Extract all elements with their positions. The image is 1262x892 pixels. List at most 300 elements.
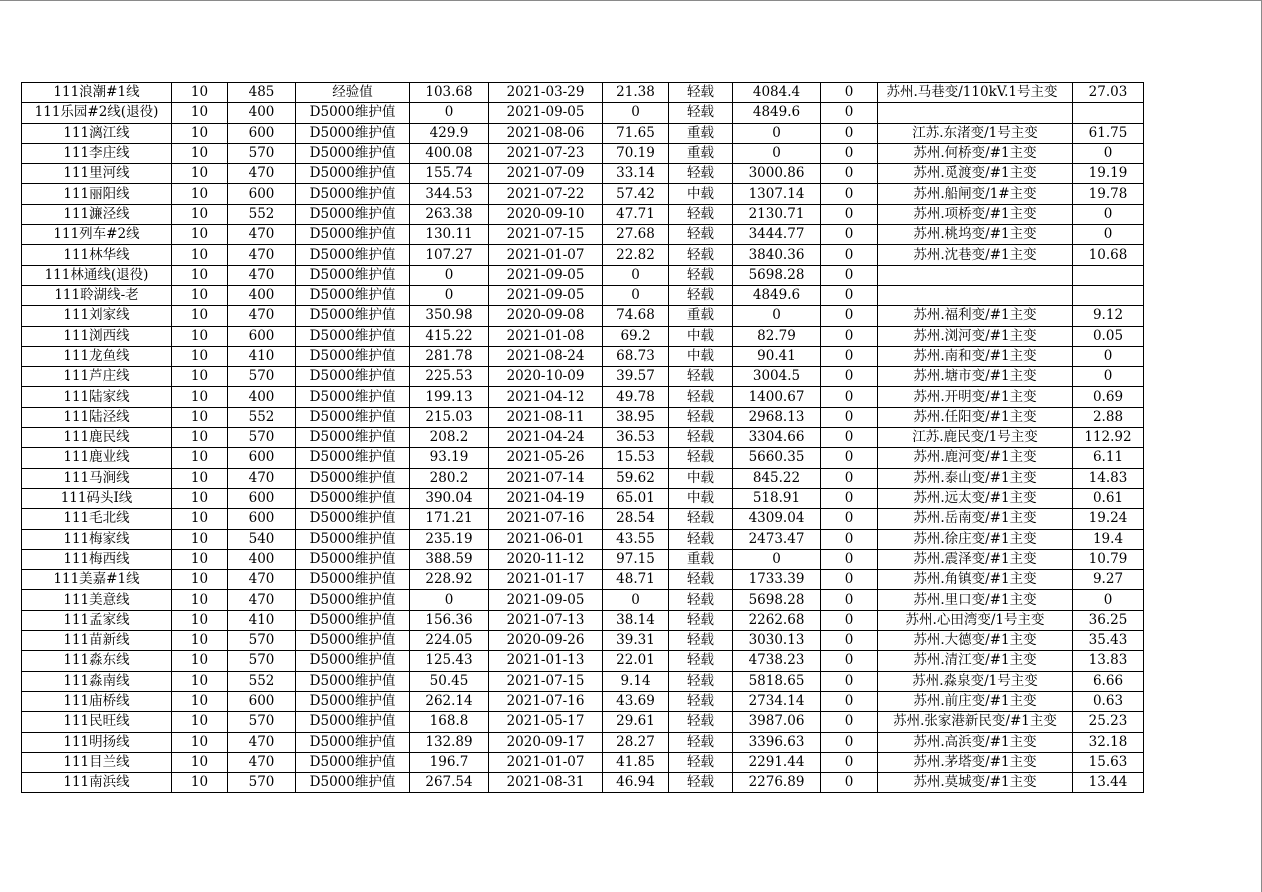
cell-zero-count[interactable]: 0 — [821, 225, 878, 245]
cell-value-source[interactable]: D5000维护值 — [296, 306, 410, 326]
cell-load-rate[interactable]: 36.53 — [603, 428, 669, 448]
cell-rated-current[interactable]: 410 — [228, 610, 296, 630]
cell-voltage[interactable]: 10 — [172, 712, 228, 732]
cell-rated-current[interactable]: 600 — [228, 123, 296, 143]
cell-margin[interactable]: 0 — [733, 123, 821, 143]
cell-date[interactable]: 2021-07-23 — [489, 143, 603, 163]
cell-date[interactable]: 2021-07-09 — [489, 164, 603, 184]
cell-date[interactable]: 2021-08-24 — [489, 346, 603, 366]
cell-voltage[interactable]: 10 — [172, 448, 228, 468]
cell-load-level[interactable]: 轻载 — [669, 712, 733, 732]
cell-voltage[interactable]: 10 — [172, 326, 228, 346]
cell-load-level[interactable]: 轻载 — [669, 752, 733, 772]
cell-value-source[interactable]: D5000维护值 — [296, 204, 410, 224]
cell-rated-current[interactable]: 570 — [228, 428, 296, 448]
cell-transformer[interactable]: 苏州.桃坞变/#1主变 — [878, 225, 1073, 245]
cell-transformer-value[interactable]: 14.83 — [1073, 468, 1144, 488]
cell-max-current[interactable]: 0 — [410, 590, 489, 610]
cell-voltage[interactable]: 10 — [172, 204, 228, 224]
cell-margin[interactable]: 5660.35 — [733, 448, 821, 468]
cell-transformer[interactable]: 苏州.福利变/#1主变 — [878, 306, 1073, 326]
cell-load-rate[interactable]: 33.14 — [603, 164, 669, 184]
cell-max-current[interactable]: 107.27 — [410, 245, 489, 265]
cell-load-level[interactable]: 中载 — [669, 468, 733, 488]
cell-load-rate[interactable]: 74.68 — [603, 306, 669, 326]
cell-max-current[interactable]: 171.21 — [410, 509, 489, 529]
cell-transformer-value[interactable]: 0 — [1073, 204, 1144, 224]
cell-load-level[interactable]: 轻载 — [669, 773, 733, 793]
cell-voltage[interactable]: 10 — [172, 285, 228, 305]
cell-zero-count[interactable]: 0 — [821, 204, 878, 224]
cell-value-source[interactable]: D5000维护值 — [296, 387, 410, 407]
cell-transformer-value[interactable]: 0.61 — [1073, 488, 1144, 508]
cell-rated-current[interactable]: 470 — [228, 225, 296, 245]
cell-load-level[interactable]: 轻载 — [669, 225, 733, 245]
cell-transformer[interactable]: 苏州.张家港新民变/#1主变 — [878, 712, 1073, 732]
cell-value-source[interactable]: D5000维护值 — [296, 549, 410, 569]
cell-margin[interactable]: 4309.04 — [733, 509, 821, 529]
cell-transformer-value[interactable] — [1073, 103, 1144, 123]
cell-load-rate[interactable]: 15.53 — [603, 448, 669, 468]
cell-transformer-value[interactable]: 6.11 — [1073, 448, 1144, 468]
cell-rated-current[interactable]: 552 — [228, 671, 296, 691]
cell-transformer-value[interactable]: 0 — [1073, 346, 1144, 366]
cell-max-current[interactable]: 0 — [410, 285, 489, 305]
cell-transformer[interactable]: 苏州.莫城变/#1主变 — [878, 773, 1073, 793]
cell-transformer-value[interactable]: 2.88 — [1073, 407, 1144, 427]
cell-voltage[interactable]: 10 — [172, 529, 228, 549]
cell-load-level[interactable]: 轻载 — [669, 631, 733, 651]
cell-transformer[interactable]: 苏州.项桥变/#1主变 — [878, 204, 1073, 224]
cell-max-current[interactable]: 415.22 — [410, 326, 489, 346]
cell-value-source[interactable]: D5000维护值 — [296, 773, 410, 793]
cell-max-current[interactable]: 280.2 — [410, 468, 489, 488]
cell-zero-count[interactable]: 0 — [821, 265, 878, 285]
cell-zero-count[interactable]: 0 — [821, 326, 878, 346]
cell-line-name[interactable]: 111淼东线 — [22, 651, 172, 671]
cell-transformer-value[interactable]: 10.79 — [1073, 549, 1144, 569]
cell-transformer[interactable]: 苏州.觅渡变/#1主变 — [878, 164, 1073, 184]
cell-transformer-value[interactable]: 36.25 — [1073, 610, 1144, 630]
cell-zero-count[interactable]: 0 — [821, 245, 878, 265]
cell-date[interactable]: 2021-03-29 — [489, 83, 603, 103]
cell-line-name[interactable]: 111刘家线 — [22, 306, 172, 326]
cell-rated-current[interactable]: 570 — [228, 143, 296, 163]
cell-transformer[interactable]: 苏州.心田湾变/1号主变 — [878, 610, 1073, 630]
cell-voltage[interactable]: 10 — [172, 590, 228, 610]
cell-rated-current[interactable]: 600 — [228, 488, 296, 508]
cell-zero-count[interactable]: 0 — [821, 428, 878, 448]
cell-margin[interactable]: 0 — [733, 306, 821, 326]
cell-voltage[interactable]: 10 — [172, 346, 228, 366]
cell-line-name[interactable]: 111陆泾线 — [22, 407, 172, 427]
cell-voltage[interactable]: 10 — [172, 407, 228, 427]
cell-load-level[interactable]: 中载 — [669, 326, 733, 346]
cell-zero-count[interactable]: 0 — [821, 509, 878, 529]
cell-load-level[interactable]: 轻载 — [669, 732, 733, 752]
cell-date[interactable]: 2021-08-11 — [489, 407, 603, 427]
cell-margin[interactable]: 0 — [733, 549, 821, 569]
cell-transformer-value[interactable]: 9.27 — [1073, 570, 1144, 590]
cell-voltage[interactable]: 10 — [172, 631, 228, 651]
cell-value-source[interactable]: D5000维护值 — [296, 752, 410, 772]
cell-date[interactable]: 2021-09-05 — [489, 265, 603, 285]
cell-max-current[interactable]: 130.11 — [410, 225, 489, 245]
cell-line-name[interactable]: 111芦庄线 — [22, 367, 172, 387]
cell-voltage[interactable]: 10 — [172, 164, 228, 184]
cell-load-level[interactable]: 轻载 — [669, 387, 733, 407]
cell-max-current[interactable]: 350.98 — [410, 306, 489, 326]
cell-max-current[interactable]: 390.04 — [410, 488, 489, 508]
cell-date[interactable]: 2021-09-05 — [489, 590, 603, 610]
cell-rated-current[interactable]: 410 — [228, 346, 296, 366]
cell-line-name[interactable]: 111濂泾线 — [22, 204, 172, 224]
cell-max-current[interactable]: 225.53 — [410, 367, 489, 387]
cell-date[interactable]: 2021-05-26 — [489, 448, 603, 468]
cell-line-name[interactable]: 111丽阳线 — [22, 184, 172, 204]
cell-load-level[interactable]: 轻载 — [669, 265, 733, 285]
cell-transformer-value[interactable]: 19.4 — [1073, 529, 1144, 549]
cell-value-source[interactable]: D5000维护值 — [296, 610, 410, 630]
cell-transformer-value[interactable]: 0 — [1073, 225, 1144, 245]
cell-value-source[interactable]: D5000维护值 — [296, 651, 410, 671]
cell-date[interactable]: 2021-07-16 — [489, 691, 603, 711]
cell-rated-current[interactable]: 570 — [228, 651, 296, 671]
cell-zero-count[interactable]: 0 — [821, 691, 878, 711]
cell-transformer-value[interactable]: 9.12 — [1073, 306, 1144, 326]
cell-voltage[interactable]: 10 — [172, 509, 228, 529]
cell-load-rate[interactable]: 0 — [603, 103, 669, 123]
cell-load-level[interactable]: 中载 — [669, 346, 733, 366]
cell-voltage[interactable]: 10 — [172, 306, 228, 326]
cell-max-current[interactable]: 400.08 — [410, 143, 489, 163]
cell-value-source[interactable]: D5000维护值 — [296, 570, 410, 590]
cell-load-level[interactable]: 轻载 — [669, 610, 733, 630]
cell-voltage[interactable]: 10 — [172, 123, 228, 143]
cell-transformer-value[interactable]: 25.23 — [1073, 712, 1144, 732]
cell-zero-count[interactable]: 0 — [821, 306, 878, 326]
cell-transformer[interactable]: 苏州.里口变/#1主变 — [878, 590, 1073, 610]
cell-value-source[interactable]: D5000维护值 — [296, 631, 410, 651]
cell-transformer[interactable]: 江苏.鹿民变/1号主变 — [878, 428, 1073, 448]
cell-date[interactable]: 2021-06-01 — [489, 529, 603, 549]
cell-date[interactable]: 2020-09-08 — [489, 306, 603, 326]
cell-zero-count[interactable]: 0 — [821, 610, 878, 630]
cell-transformer-value[interactable]: 0 — [1073, 143, 1144, 163]
cell-load-rate[interactable]: 48.71 — [603, 570, 669, 590]
cell-line-name[interactable]: 111毛北线 — [22, 509, 172, 529]
cell-date[interactable]: 2021-05-17 — [489, 712, 603, 732]
cell-transformer[interactable]: 苏州.南和变/#1主变 — [878, 346, 1073, 366]
cell-voltage[interactable]: 10 — [172, 468, 228, 488]
cell-date[interactable]: 2020-09-10 — [489, 204, 603, 224]
cell-max-current[interactable]: 0 — [410, 103, 489, 123]
cell-transformer[interactable]: 苏州.沈巷变/#1主变 — [878, 245, 1073, 265]
cell-value-source[interactable]: D5000维护值 — [296, 225, 410, 245]
cell-load-rate[interactable]: 71.65 — [603, 123, 669, 143]
cell-zero-count[interactable]: 0 — [821, 651, 878, 671]
cell-zero-count[interactable]: 0 — [821, 752, 878, 772]
cell-line-name[interactable]: 111漓江线 — [22, 123, 172, 143]
cell-rated-current[interactable]: 600 — [228, 448, 296, 468]
cell-zero-count[interactable]: 0 — [821, 671, 878, 691]
cell-line-name[interactable]: 111淼南线 — [22, 671, 172, 691]
cell-line-name[interactable]: 111码头I线 — [22, 488, 172, 508]
cell-zero-count[interactable]: 0 — [821, 712, 878, 732]
cell-load-rate[interactable]: 39.31 — [603, 631, 669, 651]
cell-value-source[interactable]: D5000维护值 — [296, 428, 410, 448]
cell-load-level[interactable]: 轻载 — [669, 103, 733, 123]
cell-date[interactable]: 2021-07-13 — [489, 610, 603, 630]
cell-margin[interactable]: 2130.71 — [733, 204, 821, 224]
cell-line-name[interactable]: 111浪潮#1线 — [22, 83, 172, 103]
cell-load-rate[interactable]: 57.42 — [603, 184, 669, 204]
cell-line-name[interactable]: 111马涧线 — [22, 468, 172, 488]
cell-value-source[interactable]: D5000维护值 — [296, 346, 410, 366]
cell-load-rate[interactable]: 9.14 — [603, 671, 669, 691]
cell-voltage[interactable]: 10 — [172, 773, 228, 793]
cell-margin[interactable]: 1307.14 — [733, 184, 821, 204]
cell-rated-current[interactable]: 552 — [228, 204, 296, 224]
cell-load-level[interactable]: 轻载 — [669, 671, 733, 691]
cell-max-current[interactable]: 132.89 — [410, 732, 489, 752]
cell-transformer[interactable]: 苏州.岳南变/#1主变 — [878, 509, 1073, 529]
cell-rated-current[interactable]: 470 — [228, 752, 296, 772]
cell-transformer[interactable]: 苏州.震泽变/#1主变 — [878, 549, 1073, 569]
cell-value-source[interactable]: D5000维护值 — [296, 367, 410, 387]
cell-zero-count[interactable]: 0 — [821, 346, 878, 366]
cell-transformer[interactable]: 苏州.大德变/#1主变 — [878, 631, 1073, 651]
cell-value-source[interactable]: D5000维护值 — [296, 407, 410, 427]
cell-transformer-value[interactable]: 32.18 — [1073, 732, 1144, 752]
cell-transformer-value[interactable]: 0 — [1073, 367, 1144, 387]
cell-margin[interactable]: 4849.6 — [733, 285, 821, 305]
cell-transformer[interactable]: 苏州.淼泉变/1号主变 — [878, 671, 1073, 691]
cell-margin[interactable]: 3987.06 — [733, 712, 821, 732]
cell-transformer[interactable] — [878, 265, 1073, 285]
cell-load-level[interactable]: 轻载 — [669, 83, 733, 103]
cell-margin[interactable]: 2262.68 — [733, 610, 821, 630]
cell-value-source[interactable]: D5000维护值 — [296, 590, 410, 610]
cell-load-rate[interactable]: 21.38 — [603, 83, 669, 103]
cell-voltage[interactable]: 10 — [172, 143, 228, 163]
cell-load-level[interactable]: 轻载 — [669, 590, 733, 610]
cell-load-level[interactable]: 轻载 — [669, 529, 733, 549]
cell-line-name[interactable]: 111南浜线 — [22, 773, 172, 793]
cell-zero-count[interactable]: 0 — [821, 468, 878, 488]
cell-value-source[interactable]: 经验值 — [296, 83, 410, 103]
cell-rated-current[interactable]: 570 — [228, 367, 296, 387]
cell-rated-current[interactable]: 470 — [228, 164, 296, 184]
cell-rated-current[interactable]: 470 — [228, 570, 296, 590]
cell-margin[interactable]: 3004.5 — [733, 367, 821, 387]
cell-zero-count[interactable]: 0 — [821, 529, 878, 549]
cell-max-current[interactable]: 344.53 — [410, 184, 489, 204]
cell-max-current[interactable]: 262.14 — [410, 691, 489, 711]
cell-transformer-value[interactable]: 27.03 — [1073, 83, 1144, 103]
cell-transformer-value[interactable]: 13.83 — [1073, 651, 1144, 671]
cell-date[interactable]: 2021-07-15 — [489, 671, 603, 691]
cell-load-level[interactable]: 轻载 — [669, 509, 733, 529]
cell-rated-current[interactable]: 470 — [228, 732, 296, 752]
cell-line-name[interactable]: 111梅家线 — [22, 529, 172, 549]
cell-value-source[interactable]: D5000维护值 — [296, 164, 410, 184]
cell-voltage[interactable]: 10 — [172, 428, 228, 448]
cell-voltage[interactable]: 10 — [172, 387, 228, 407]
cell-zero-count[interactable]: 0 — [821, 590, 878, 610]
cell-transformer-value[interactable]: 0.63 — [1073, 691, 1144, 711]
cell-line-name[interactable]: 111美意线 — [22, 590, 172, 610]
cell-transformer-value[interactable]: 112.92 — [1073, 428, 1144, 448]
cell-value-source[interactable]: D5000维护值 — [296, 468, 410, 488]
cell-voltage[interactable]: 10 — [172, 610, 228, 630]
cell-transformer[interactable]: 苏州.鹿河变/#1主变 — [878, 448, 1073, 468]
cell-line-name[interactable]: 111美嘉#1线 — [22, 570, 172, 590]
cell-rated-current[interactable]: 600 — [228, 509, 296, 529]
cell-line-name[interactable]: 111明扬线 — [22, 732, 172, 752]
cell-date[interactable]: 2021-07-14 — [489, 468, 603, 488]
cell-transformer-value[interactable]: 6.66 — [1073, 671, 1144, 691]
cell-load-rate[interactable]: 27.68 — [603, 225, 669, 245]
cell-load-level[interactable]: 轻载 — [669, 651, 733, 671]
cell-transformer-value[interactable] — [1073, 265, 1144, 285]
cell-line-name[interactable]: 111里河线 — [22, 164, 172, 184]
cell-voltage[interactable]: 10 — [172, 732, 228, 752]
cell-rated-current[interactable]: 400 — [228, 387, 296, 407]
cell-max-current[interactable]: 429.9 — [410, 123, 489, 143]
cell-line-name[interactable]: 111林通线(退役) — [22, 265, 172, 285]
cell-max-current[interactable]: 235.19 — [410, 529, 489, 549]
cell-transformer-value[interactable]: 19.19 — [1073, 164, 1144, 184]
cell-margin[interactable]: 4084.4 — [733, 83, 821, 103]
cell-margin[interactable]: 5698.28 — [733, 590, 821, 610]
cell-max-current[interactable]: 156.36 — [410, 610, 489, 630]
cell-value-source[interactable]: D5000维护值 — [296, 285, 410, 305]
cell-value-source[interactable]: D5000维护值 — [296, 448, 410, 468]
cell-transformer[interactable] — [878, 103, 1073, 123]
cell-max-current[interactable]: 125.43 — [410, 651, 489, 671]
cell-voltage[interactable]: 10 — [172, 549, 228, 569]
cell-rated-current[interactable]: 470 — [228, 245, 296, 265]
cell-load-rate[interactable]: 47.71 — [603, 204, 669, 224]
cell-line-name[interactable]: 111乐园#2线(退役) — [22, 103, 172, 123]
cell-transformer-value[interactable]: 13.44 — [1073, 773, 1144, 793]
cell-transformer[interactable]: 苏州.马巷变/110kV.1号主变 — [878, 83, 1073, 103]
cell-line-name[interactable]: 111庙桥线 — [22, 691, 172, 711]
cell-max-current[interactable]: 208.2 — [410, 428, 489, 448]
cell-load-level[interactable]: 轻载 — [669, 407, 733, 427]
cell-load-level[interactable]: 中载 — [669, 488, 733, 508]
cell-load-level[interactable]: 轻载 — [669, 285, 733, 305]
cell-voltage[interactable]: 10 — [172, 83, 228, 103]
cell-rated-current[interactable]: 485 — [228, 83, 296, 103]
cell-max-current[interactable]: 228.92 — [410, 570, 489, 590]
cell-zero-count[interactable]: 0 — [821, 285, 878, 305]
cell-transformer-value[interactable]: 10.68 — [1073, 245, 1144, 265]
cell-margin[interactable]: 2276.89 — [733, 773, 821, 793]
cell-load-rate[interactable]: 65.01 — [603, 488, 669, 508]
cell-max-current[interactable]: 50.45 — [410, 671, 489, 691]
cell-load-rate[interactable]: 68.73 — [603, 346, 669, 366]
cell-load-level[interactable]: 中载 — [669, 184, 733, 204]
cell-voltage[interactable]: 10 — [172, 651, 228, 671]
cell-load-level[interactable]: 重载 — [669, 123, 733, 143]
cell-transformer-value[interactable]: 0.69 — [1073, 387, 1144, 407]
cell-margin[interactable]: 1400.67 — [733, 387, 821, 407]
cell-line-name[interactable]: 111列车#2线 — [22, 225, 172, 245]
cell-max-current[interactable]: 267.54 — [410, 773, 489, 793]
cell-voltage[interactable]: 10 — [172, 752, 228, 772]
cell-line-name[interactable]: 111陆家线 — [22, 387, 172, 407]
cell-zero-count[interactable]: 0 — [821, 164, 878, 184]
cell-transformer[interactable]: 苏州.任阳变/#1主变 — [878, 407, 1073, 427]
cell-date[interactable]: 2021-01-07 — [489, 245, 603, 265]
cell-zero-count[interactable]: 0 — [821, 407, 878, 427]
cell-rated-current[interactable]: 600 — [228, 691, 296, 711]
cell-rated-current[interactable]: 600 — [228, 326, 296, 346]
cell-margin[interactable]: 0 — [733, 143, 821, 163]
cell-max-current[interactable]: 215.03 — [410, 407, 489, 427]
cell-line-name[interactable]: 111苗新线 — [22, 631, 172, 651]
cell-date[interactable]: 2020-10-09 — [489, 367, 603, 387]
cell-rated-current[interactable]: 570 — [228, 631, 296, 651]
cell-zero-count[interactable]: 0 — [821, 448, 878, 468]
cell-date[interactable]: 2020-09-17 — [489, 732, 603, 752]
cell-value-source[interactable]: D5000维护值 — [296, 732, 410, 752]
cell-rated-current[interactable]: 540 — [228, 529, 296, 549]
cell-rated-current[interactable]: 400 — [228, 549, 296, 569]
cell-margin[interactable]: 3000.86 — [733, 164, 821, 184]
cell-date[interactable]: 2021-04-12 — [489, 387, 603, 407]
cell-rated-current[interactable]: 570 — [228, 712, 296, 732]
cell-max-current[interactable]: 93.19 — [410, 448, 489, 468]
cell-voltage[interactable]: 10 — [172, 671, 228, 691]
cell-rated-current[interactable]: 552 — [228, 407, 296, 427]
cell-rated-current[interactable]: 470 — [228, 265, 296, 285]
cell-load-level[interactable]: 轻载 — [669, 204, 733, 224]
cell-load-level[interactable]: 重载 — [669, 306, 733, 326]
cell-load-level[interactable]: 轻载 — [669, 367, 733, 387]
cell-margin[interactable]: 3840.36 — [733, 245, 821, 265]
cell-transformer[interactable] — [878, 285, 1073, 305]
cell-date[interactable]: 2021-01-07 — [489, 752, 603, 772]
cell-load-rate[interactable]: 43.69 — [603, 691, 669, 711]
cell-value-source[interactable]: D5000维护值 — [296, 265, 410, 285]
cell-transformer[interactable]: 苏州.角镇变/#1主变 — [878, 570, 1073, 590]
cell-line-name[interactable]: 111孟家线 — [22, 610, 172, 630]
cell-load-level[interactable]: 轻载 — [669, 428, 733, 448]
cell-line-name[interactable]: 111梅西线 — [22, 549, 172, 569]
cell-date[interactable]: 2021-09-05 — [489, 285, 603, 305]
cell-load-rate[interactable]: 29.61 — [603, 712, 669, 732]
cell-load-rate[interactable]: 97.15 — [603, 549, 669, 569]
cell-load-level[interactable]: 轻载 — [669, 245, 733, 265]
cell-date[interactable]: 2021-01-17 — [489, 570, 603, 590]
cell-margin[interactable]: 4738.23 — [733, 651, 821, 671]
cell-value-source[interactable]: D5000维护值 — [296, 326, 410, 346]
cell-margin[interactable]: 82.79 — [733, 326, 821, 346]
cell-max-current[interactable]: 199.13 — [410, 387, 489, 407]
cell-margin[interactable]: 3030.13 — [733, 631, 821, 651]
cell-load-rate[interactable]: 46.94 — [603, 773, 669, 793]
cell-margin[interactable]: 2968.13 — [733, 407, 821, 427]
cell-date[interactable]: 2021-04-19 — [489, 488, 603, 508]
cell-transformer-value[interactable]: 0 — [1073, 590, 1144, 610]
cell-transformer[interactable]: 苏州.清江变/#1主变 — [878, 651, 1073, 671]
cell-voltage[interactable]: 10 — [172, 367, 228, 387]
cell-transformer[interactable]: 苏州.塘市变/#1主变 — [878, 367, 1073, 387]
cell-transformer-value[interactable]: 15.63 — [1073, 752, 1144, 772]
